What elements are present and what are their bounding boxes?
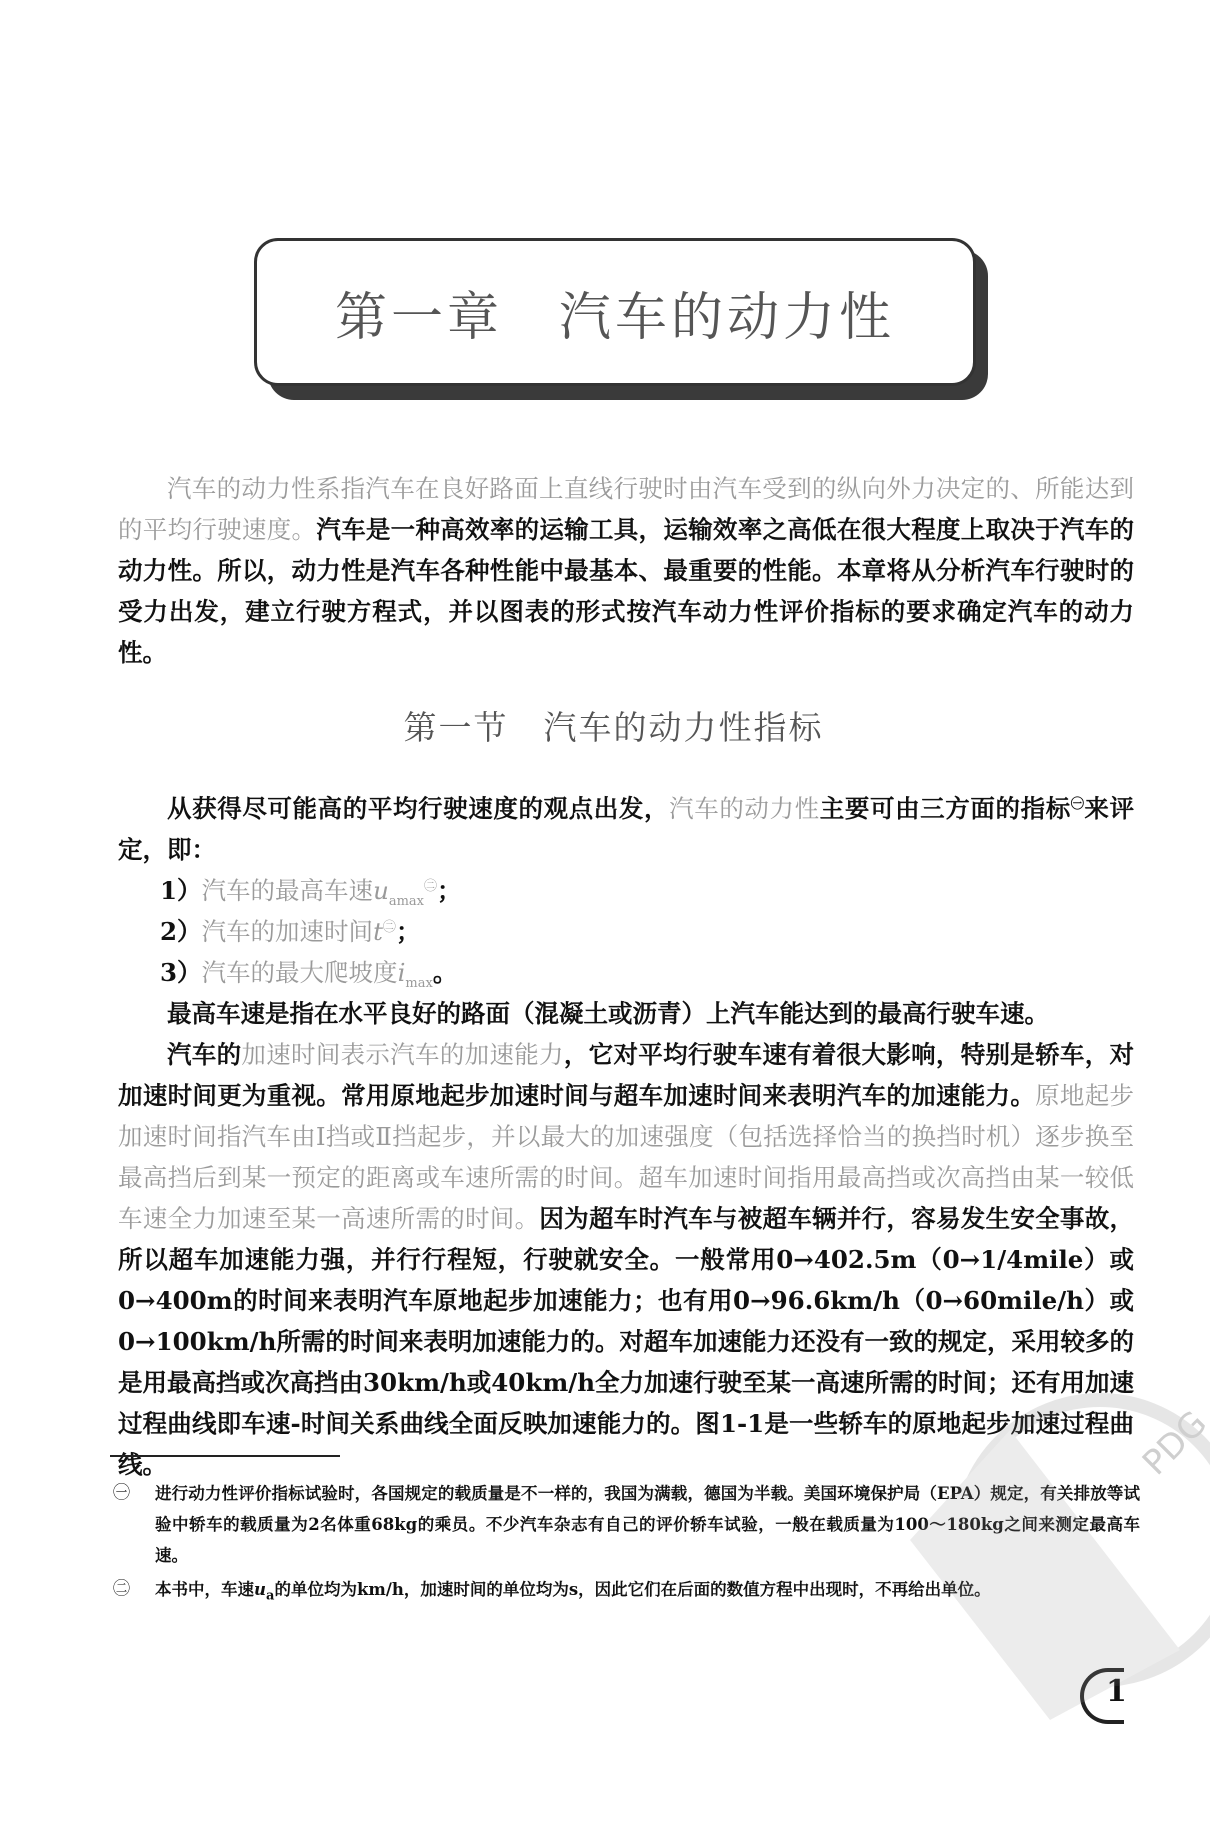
footnote-ref-1[interactable]: ㊀: [1070, 796, 1085, 812]
chapter-title-box: [254, 238, 976, 386]
max-speed-paragraph: 最高车速是指在水平良好的路面（混凝土或沥青）上汽车能达到的最高行驶车速。: [167, 999, 1049, 1028]
section-title: 第一节 汽车的动力性指标: [403, 708, 824, 747]
intro-paragraph: [118, 468, 1134, 673]
footnote-ref-2[interactable]: ㊁: [424, 878, 438, 894]
evaluation-text-tail: 来评定，即：: [118, 794, 1135, 864]
watermark-text: PDG: [1135, 1403, 1215, 1484]
footnote-1: ㊀ 进行动力性评价指标试验时，各国规定的载质量是不一样的，我国为满载，德国为半载。美国环境保护局（EPA）规定，有关排放等试验中轿车的载质量为2名体重68kg的乘员。不少汽车杂志有自己的评价轿车试验，一般在载质量为100～180kg之间来测定最高车速。: [155, 1478, 1140, 1571]
evaluation-text-faded: 汽车的动力性: [669, 794, 820, 823]
evaluation-text-start: 从获得尽可能高的平均行驶速度的观点出发，: [167, 794, 670, 823]
evaluation-text-end: 主要可由三方面的指标: [819, 794, 1071, 823]
footnote-2: ㊁ 本书中，车速$u_a$的单位均为km/h，加速时间的单位均为s，因此它们在后面的数值方程中出现时，不再给出单位。: [155, 1574, 1140, 1605]
footnote-ref-2b[interactable]: ㊁: [382, 919, 396, 935]
intro-faded-text: 汽车的动力性系指汽车在良好路面上直线行驶时由汽车受到的纵向外力决定的、所能达到的平均行驶速度。: [118, 474, 1134, 544]
list-item: 3）汽车的最大爬坡度$i_{max}$。: [160, 958, 458, 991]
footnote-mark-icon: ㊀: [113, 1483, 130, 1503]
footnote-divider: [110, 1455, 340, 1457]
list-item: 1）汽车的最高车速$u_{amax}^㊁$；: [160, 876, 462, 909]
footnote-mark-icon: ㊁: [113, 1579, 130, 1599]
intro-bold-text: 汽车是一种高效率的运输工具，运输效率之高低在很大程度上取决于汽车的动力性。所以，动力性是汽车各种性能中最基本、最重要的性能。本章将从分析汽车行驶时的受力出发，建立行驶方程式，并以图表的形式按汽车动力性评价指标的要求确定汽车的动力性。: [118, 515, 1135, 667]
page-number: 1: [1106, 1674, 1127, 1709]
indicator-list: [160, 870, 1060, 993]
acceleration-paragraph: 汽车的加速时间表示汽车的加速能力，它对平均行驶车速有着很大影响，特别是轿车，对加速时间更为重视。常用原地起步加速时间与超车加速时间来表明汽车的加速能力。原地起步加速时间指汽车由Ⅰ挡或Ⅱ挡起步，并以最大的加速强度（包括选择恰当的换挡时机）逐步换至最高挡后到某一预定的距离或车速所需的时间。超车加速时间指用最高挡或次高挡由某一较低车速全力加速至某一高速所需的时间。因为超车时汽车与被超车辆并行，容易发生安全事故，所以超车加速能力强，并行行程短，行驶就安全。一般常用0→402.5m（0→1/4mile）或0→400m的时间来表明汽车原地起步加速能力；也有用0→96.6km/h（0→60mile/h）或0→100km/h所需的时间来表明加速能力的。对超车加速能力还没有一致的规定，采用较多的是用最高挡或次高挡由30km/h或40km/h全力加速行驶至某一高速所需的时间；还有用加速过程曲线即车速-时间关系曲线全面反映加速能力的。图1-1是一些轿车的原地起步加速过程曲线。: [118, 1040, 1135, 1479]
evaluation-paragraph: [118, 788, 1134, 870]
chapter-title: 第一章 汽车的动力性: [334, 287, 895, 348]
list-item: 2）汽车的加速时间$t^㊁$；: [160, 917, 421, 946]
